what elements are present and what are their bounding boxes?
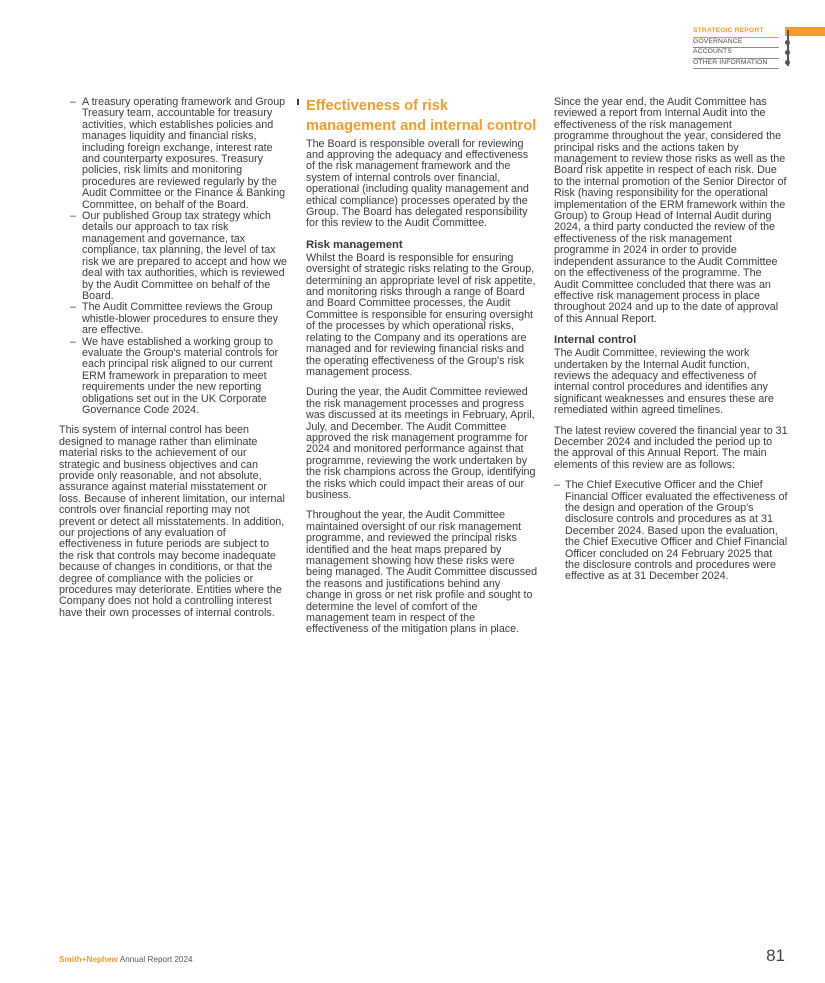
subheading-risk-management: Risk management <box>306 238 403 251</box>
nav-accounts[interactable]: ACCOUNTS <box>693 48 779 59</box>
nav-dot <box>785 60 790 65</box>
list-item: – Our published Group tax strategy which details our approach to tax risk management and governance, tax compliance, tax planning, the level of tax risk we are prepared to accept and how we deal with tax authorities, which is reviewed by the Audit Committee on behalf of the Board. <box>70 210 287 302</box>
body-paragraph: Throughout the year, the Audit Committee maintained oversight of our risk management programme, and reviewed the principal risks identified and the heat maps prepared by management showing how these risks were being managed. The Audit Committee discussed the reasons and justifications behind any change in gross or net risk profile and sought to determine the level of comfort of the management team in respect of the effectiveness of the mitigation plans in place. <box>306 509 538 636</box>
body-paragraph: Whilst the Board is responsible for ensuring oversight of strategic risks relating to the Group, determining an appropriate level of risk appetite, and monitoring risks through a range of Board and Board Committee processes, the Audit Committee is responsible for ensuring oversight of the processes by which operational risks, relating to the Company and its operations are managed and for reviewing financial risks and the operating effectiveness of the Group's risk management process. <box>306 251 536 378</box>
list-item: – A treasury operating framework and Group Treasury team, accountable for treasury activities, which establishes policies and manages liquidity and financial risks, including foreign exchange, interest rate and counterparty exposures. Treasury policies, risk limits and monitoring procedures are reviewed regularly by the Audit Committee or the Finance & Banking Committee, on behalf of the Board. <box>70 96 286 211</box>
list-item: – The Audit Committee reviews the Group whistle-blower procedures to ensure they are effective. <box>70 301 278 337</box>
section-heading: Effectiveness of risk management and internal control <box>306 98 537 134</box>
footer-report-name: Smith+Nephew Annual Report 2024 <box>59 955 193 964</box>
body-paragraph: The latest review covered the financial year to 31 December 2024 and included the period up to the approval of this Annual Report. The main elements of this review are as follows: <box>554 424 788 471</box>
section-indicator-tab <box>785 27 825 36</box>
list-item: – We have established a working group to evaluate the Group's material controls for each principal risk aligned to our current ERM framework in preparation to meet requirements under the new reporting obligations set out in the UK Corporate Governance Code 2024. <box>70 335 279 416</box>
body-paragraph: The Board is responsible overall for reviewing and approving the adequacy and effectiveness of the risk management framework and the system of internal controls over financial, operational (including quality management and ethical compliance) processes operated by the Group. The Board has delegated responsibility for this review to the Audit Committee. <box>306 137 529 230</box>
subheading-internal-control: Internal control <box>554 334 637 347</box>
section-nav <box>693 27 779 69</box>
list-item: – The Chief Executive Officer and the Chief Financial Officer evaluated the effectiveness of the design and operation of the Group's disclosure controls and procedures as at 31 December 2024. Based upon the evaluation, the Chief Executive Officer and Chief Financial Officer concluded on 24 February 2025 that the disclosure controls and procedures were effective as at 31 December 2024. <box>554 479 788 583</box>
body-paragraph: During the year, the Audit Committee reviewed the risk management processes and progress was discussed at its meetings in February, April, July, and December. The Audit Committee approved the risk management programme for 2024 and monitored performance against that programme, reviewing the work undertaken by the risk champions across the Group, identifying the risks which could impact their areas of our business. <box>306 386 536 501</box>
nav-other-information[interactable]: OTHER INFORMATION <box>693 59 779 70</box>
body-paragraph: This system of internal control has been designed to manage rather than eliminate material risks to the achievement of our strategic and business objectives and can provide only reasonable, and not absolute, assurance against material misstatement or loss. Because of inherent limitation, our internal controls over financial reporting may not prevent or detect all misstatements. In addition, our projections of any evaluation of effectiveness in future periods are subject to the risk that controls may become inadequate because of changes in conditions, or that the degree of compliance with the policies or procedures may deteriorate. Entities where the Company does not hold a controlling interest have their own processes of internal controls. <box>59 424 285 619</box>
column-right <box>554 97 788 592</box>
nav-strategic-report[interactable]: STRATEGIC REPORT <box>693 27 779 38</box>
body-paragraph: Since the year end, the Audit Committee has reviewed a report from Internal Audit into the effectiveness of the risk management programme throughout the year, considered the principal risks and the actions taken by management to review those risks as well as the Board risk appetite in respect of each risk. Due to the internal promotion of the Senior Director of Risk (having responsibility for the operational implementation of the ERM framework within the Group) to Group Head of Internal Audit during 2024, a third party conducted the review of the effectiveness of the risk management programme in 2024 in order to provide independent assurance to the Audit Committee on the effectiveness of the programme. The Audit Committee concluded that there was an effective risk management process in place throughout 2024 and up to the date of approval of this Annual Report. <box>554 96 787 325</box>
brand-name: Smith+Nephew <box>59 955 118 964</box>
bullet-list <box>59 97 287 416</box>
column-left <box>59 97 287 628</box>
heading-marker <box>297 99 299 105</box>
bullet-list <box>554 480 788 583</box>
body-paragraph: The Audit Committee, reviewing the work undertaken by the Internal Audit function, reviews the adequacy and effectiveness of internal control procedures and identifies any significant weaknesses and ensures these are remediated within agreed timelines. <box>554 347 774 417</box>
nav-dot <box>785 40 790 45</box>
nav-dot <box>785 50 790 55</box>
column-middle <box>306 97 538 645</box>
page-number: 81 <box>766 946 785 965</box>
nav-governance[interactable]: GOVERNANCE <box>693 38 779 49</box>
